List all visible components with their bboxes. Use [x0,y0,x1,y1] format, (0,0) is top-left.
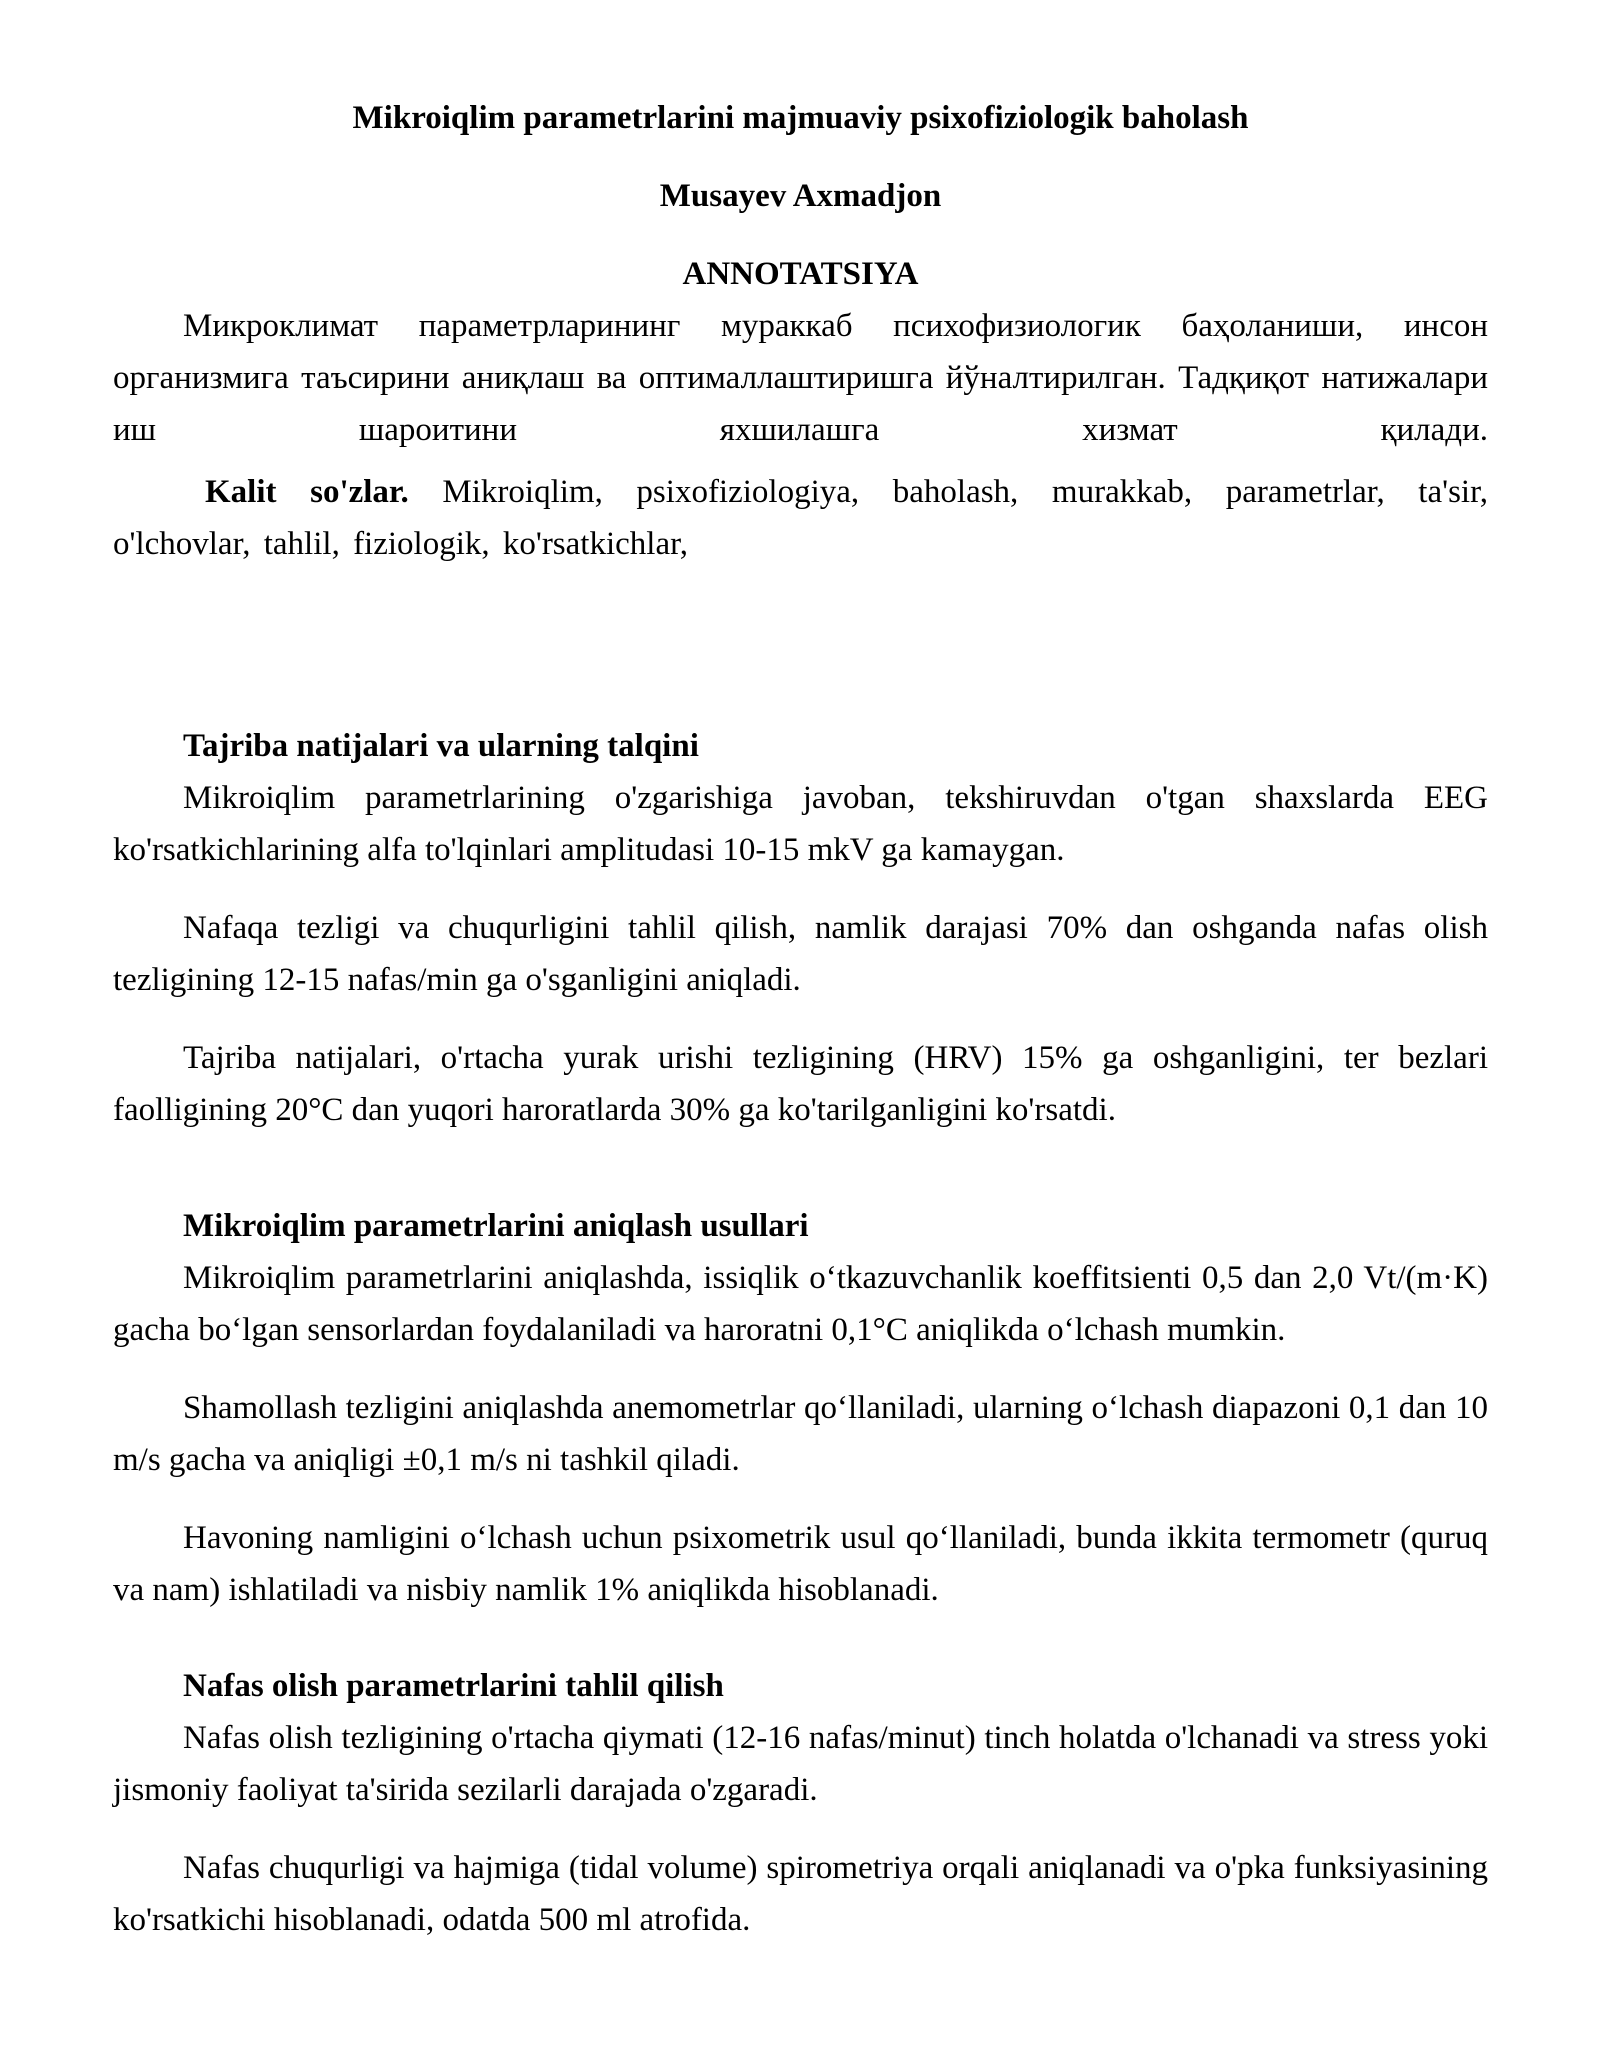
keywords-text: Mikroiqlim, psixofiziologiya, baholash, murakkab, parametrlar, ta'sir, o'lchovlar, tahlil, fiziologik, ko'rsatkichlar, [113,474,1488,562]
annotation-paragraph: Микроклимат параметрларининг мураккаб психофизиологик баҳоланиши, инсон организмига таъсирини аниқлаш ва оптималлаштиришга йўналтирилган. Тадқиқот натижалари иш шароитини яхшилашга хизмат қилади. [113,308,1488,448]
document-section [113,720,1488,1136]
body-paragraph: Nafas chuqurligi va hajmiga (tidal volume) spirometriya orqali aniqlanadi va o'pka funksiyasining ko'rsatkichi hisoblanadi, odatda 500 ml atrofida. [113,1850,1488,1938]
body-paragraph: Nafaqa tezligi va chuqurligini tahlil qilish, namlik darajasi 70% dan oshganda nafas olish tezligining 12-15 nafas/min ga o'sganligini aniqladi. [113,910,1488,998]
document-title: Mikroiqlim parametrlarini majmuaviy psixofiziologik baholash [352,100,1249,136]
body-paragraph: Nafas olish tezligining o'rtacha qiymati (12-16 nafas/minut) tinch holatda o'lchanadi va stress yoki jismoniy faoliyat ta'sirida sezilarli darajada o'zgaradi. [113,1720,1488,1808]
section-heading: Nafas olish parametrlarini tahlil qilish [183,1668,724,1704]
keywords-label: Kalit so'zlar. [205,474,409,510]
body-paragraph: Havoning namligini o‘lchash uchun psixometrik usul qo‘llaniladi, bunda ikkita termometr (quruq va nam) ishlatiladi va nisbiy namlik 1% aniqlikda hisoblanadi. [113,1520,1488,1608]
body-paragraph: Tajriba natijalari, o'rtacha yurak urishi tezligining (HRV) 15% ga oshganligini, ter bezlari faolligining 20°C dan yuqori haroratlarda 30% ga ko'tarilganligini ko'rsatdi. [113,1040,1488,1128]
annotation-heading: ANNOTATSIYA [682,256,919,292]
keywords-paragraph [113,466,1488,570]
section-heading: Tajriba natijalari va ularning talqini [183,728,699,764]
document-section [113,1200,1488,1616]
document-author: Musayev Axmadjon [659,178,942,214]
body-paragraph: Shamollash tezligini aniqlashda anemometrlar qo‘llaniladi, ularning o‘lchash diapazoni 0,1 dan 10 m/s gacha va aniqligi ±0,1 m/s ni tashkil qiladi. [113,1390,1488,1478]
section-heading: Mikroiqlim parametrlarini aniqlash usullari [183,1208,809,1244]
body-paragraph: Mikroiqlim parametrlarini aniqlashda, issiqlik o‘tkazuvchanlik koeffitsienti 0,5 dan 2,0 Vt/(m·K) gacha bo‘lgan sensorlardan foydalaniladi va haroratni 0,1°C aniqlikda o‘lchash mumkin. [113,1260,1488,1348]
document-section [113,1660,1488,1946]
document-sections [113,720,1488,1946]
body-paragraph: Mikroiqlim parametrlarining o'zgarishiga javoban, tekshiruvdan o'tgan shaxslarda EEG ko'rsatkichlarining alfa to'lqinlari amplitudasi 10-15 mkV ga kamaygan. [113,780,1488,868]
